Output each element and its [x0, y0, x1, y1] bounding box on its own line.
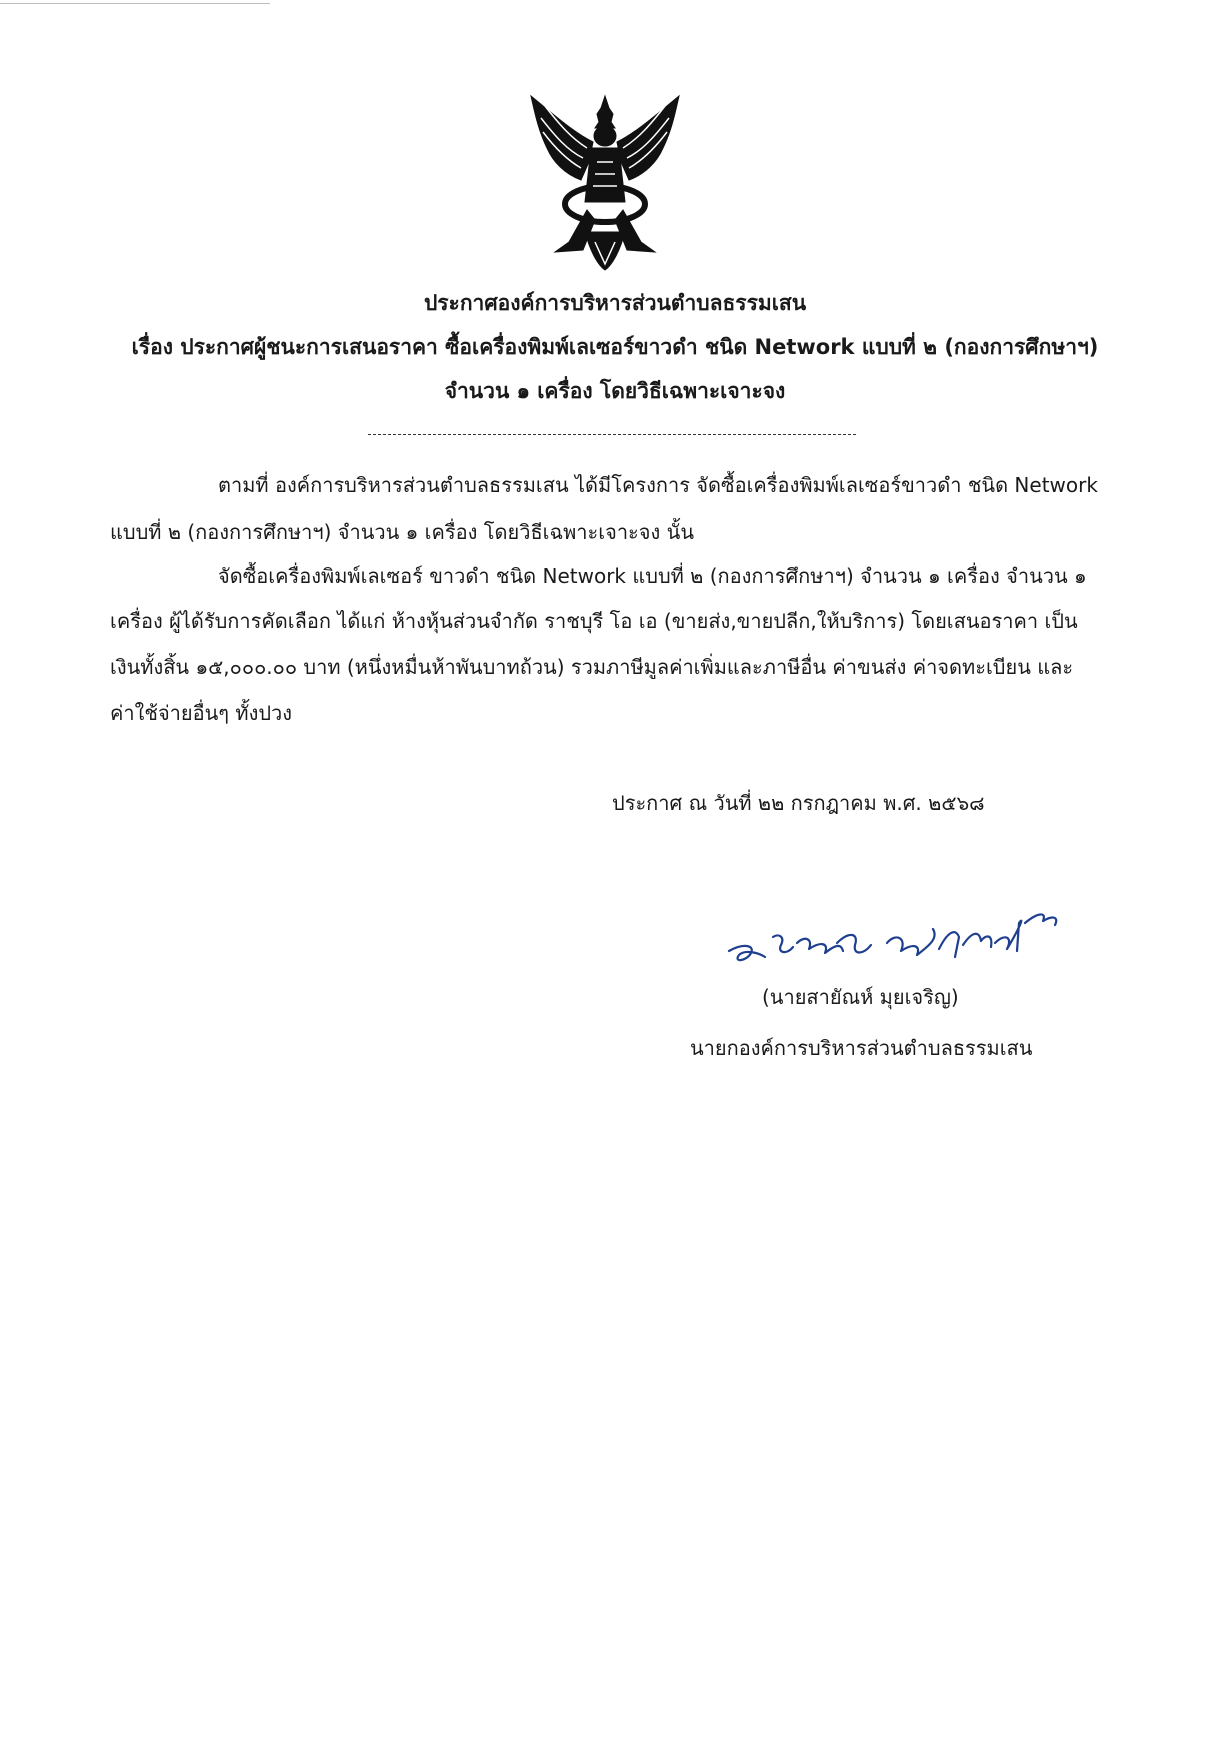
body-paragraph-line: เครื่อง ผู้ได้รับการคัดเลือก ได้แก่ ห้างหุ้นส่วนจำกัด ราชบุรี โอ เอ (ขายส่ง,ขายปลีก,ให้บริการ) โดยเสนอราคา เป็น — [110, 609, 1078, 633]
announcement-date: ประกาศ ณ วันที่ ๒๒ กรกฎาคม พ.ศ. ๒๕๖๘ — [612, 791, 985, 815]
announcement-subject-continued: จำนวน ๑ เครื่อง โดยวิธีเฉพาะเจาะจง — [444, 379, 786, 403]
scan-edge-line — [0, 3, 270, 4]
body-paragraph-line: แบบที่ ๒ (กองการศึกษาฯ) จำนวน ๑ เครื่อง โดยวิธีเฉพาะเจาะจง นั้น — [110, 520, 694, 544]
garuda-emblem-icon — [525, 92, 685, 272]
announcement-subject: เรื่อง ประกาศผู้ชนะการเสนอราคา ซื้อเครื่องพิมพ์เลเซอร์ขาวดำ ชนิด Network แบบที่ ๒ (กองการศึกษาฯ) — [131, 335, 1099, 359]
handwritten-signature — [725, 893, 1065, 973]
body-paragraph-line: จัดซื้อเครื่องพิมพ์เลเซอร์ ขาวดำ ชนิด Network แบบที่ ๒ (กองการศึกษาฯ) จำนวน ๑ เครื่อง จำนวน ๑ — [218, 564, 1087, 588]
body-paragraph-line: เงินทั้งสิ้น ๑๕,๐๐๐.๐๐ บาท (หนึ่งหมื่นห้าพันบาทถ้วน) รวมภาษีมูลค่าเพิ่มและภาษีอื่น ค่าขนส่ง ค่าจดทะเบียน และ — [110, 655, 1074, 679]
signer-position: นายกองค์การบริหารส่วนตำบลธรรมเสน — [690, 1036, 1033, 1060]
announcement-title: ประกาศองค์การบริหารส่วนตำบลธรรมเสน — [423, 291, 807, 315]
body-paragraph-line: ค่าใช้จ่ายอื่นๆ ทั้งปวง — [110, 701, 293, 725]
body-paragraph-line: ตามที่ องค์การบริหารส่วนตำบลธรรมเสน ได้มีโครงการ จัดซื้อเครื่องพิมพ์เลเซอร์ขาวดำ ชนิด Network — [218, 473, 1098, 497]
dashed-divider — [368, 434, 856, 435]
signer-name: (นายสายัณห์ มุยเจริญ) — [762, 985, 959, 1009]
